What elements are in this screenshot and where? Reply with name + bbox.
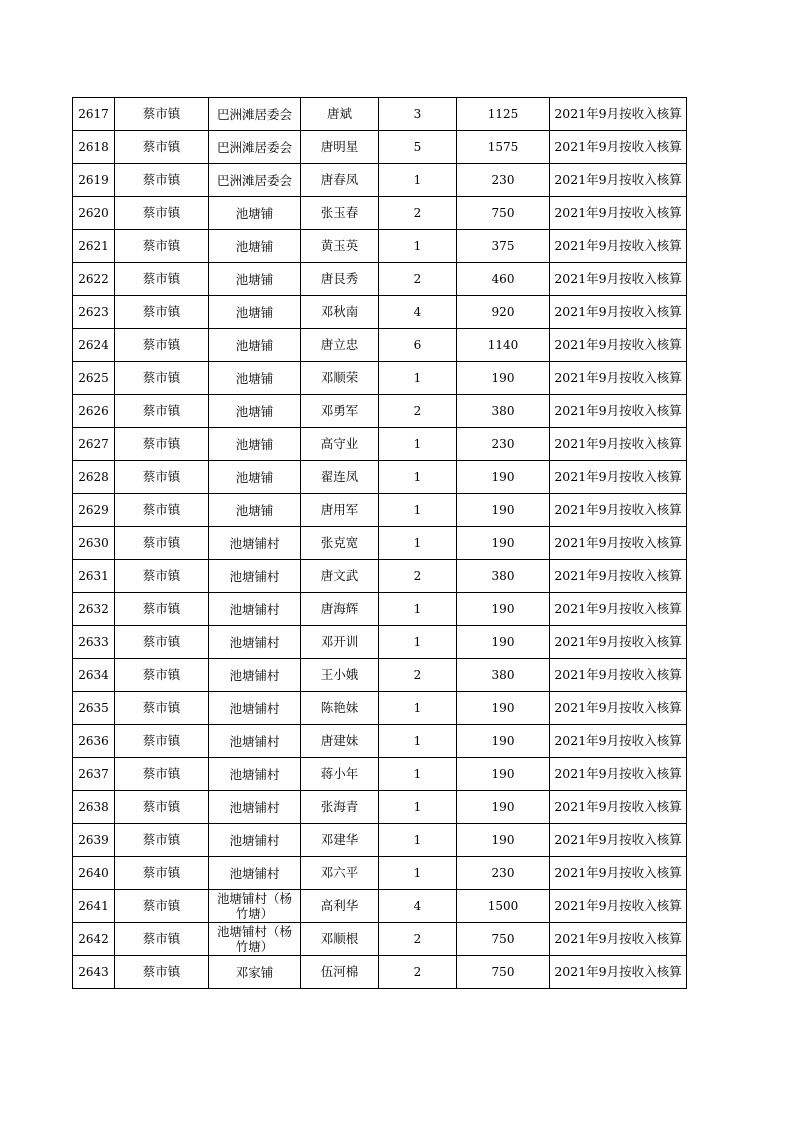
cell-note: 2021年9月按收入核算	[550, 395, 687, 428]
cell-id: 2638	[73, 791, 115, 824]
cell-note: 2021年9月按收入核算	[550, 659, 687, 692]
table-row	[73, 923, 687, 956]
cell-town: 蔡市镇	[115, 296, 209, 329]
cell-id: 2627	[73, 428, 115, 461]
cell-village: 池塘铺村	[209, 758, 301, 791]
cell-id: 2630	[73, 527, 115, 560]
table-row	[73, 527, 687, 560]
table-row	[73, 494, 687, 527]
cell-amount: 1140	[457, 329, 550, 362]
cell-name: 邓开训	[301, 626, 379, 659]
cell-amount: 230	[457, 857, 550, 890]
cell-note: 2021年9月按收入核算	[550, 428, 687, 461]
cell-town: 蔡市镇	[115, 263, 209, 296]
cell-name: 邓勇军	[301, 395, 379, 428]
cell-id: 2618	[73, 131, 115, 164]
cell-note: 2021年9月按收入核算	[550, 230, 687, 263]
cell-village: 巴洲滩居委会	[209, 98, 301, 131]
cell-town: 蔡市镇	[115, 758, 209, 791]
cell-village: 池塘铺村	[209, 659, 301, 692]
table-row	[73, 98, 687, 131]
cell-count: 4	[379, 890, 457, 923]
cell-name: 邓秋南	[301, 296, 379, 329]
cell-village: 池塘铺村	[209, 626, 301, 659]
table-row	[73, 263, 687, 296]
cell-note: 2021年9月按收入核算	[550, 758, 687, 791]
cell-name: 黄玉英	[301, 230, 379, 263]
cell-town: 蔡市镇	[115, 560, 209, 593]
cell-village: 池塘铺	[209, 362, 301, 395]
cell-name: 唐明星	[301, 131, 379, 164]
cell-amount: 750	[457, 197, 550, 230]
cell-name: 邓建华	[301, 824, 379, 857]
cell-count: 2	[379, 659, 457, 692]
cell-amount: 230	[457, 164, 550, 197]
cell-town: 蔡市镇	[115, 956, 209, 989]
cell-id: 2617	[73, 98, 115, 131]
cell-note: 2021年9月按收入核算	[550, 857, 687, 890]
cell-count: 1	[379, 626, 457, 659]
cell-name: 高利华	[301, 890, 379, 923]
cell-village: 池塘铺村	[209, 824, 301, 857]
cell-id: 2625	[73, 362, 115, 395]
cell-town: 蔡市镇	[115, 659, 209, 692]
cell-town: 蔡市镇	[115, 923, 209, 956]
cell-note: 2021年9月按收入核算	[550, 461, 687, 494]
cell-count: 1	[379, 857, 457, 890]
cell-id: 2634	[73, 659, 115, 692]
table-row	[73, 164, 687, 197]
cell-village: 池塘铺村	[209, 692, 301, 725]
cell-note: 2021年9月按收入核算	[550, 956, 687, 989]
cell-id: 2643	[73, 956, 115, 989]
cell-id: 2633	[73, 626, 115, 659]
table-row	[73, 461, 687, 494]
cell-id: 2635	[73, 692, 115, 725]
cell-amount: 1575	[457, 131, 550, 164]
cell-id: 2621	[73, 230, 115, 263]
table-row	[73, 890, 687, 923]
cell-count: 1	[379, 428, 457, 461]
cell-town: 蔡市镇	[115, 329, 209, 362]
cell-count: 3	[379, 98, 457, 131]
cell-village: 池塘铺	[209, 461, 301, 494]
cell-village: 池塘铺村（杨竹塘）	[209, 923, 301, 956]
cell-village: 邓家铺	[209, 956, 301, 989]
table-row	[73, 131, 687, 164]
cell-town: 蔡市镇	[115, 164, 209, 197]
cell-count: 1	[379, 791, 457, 824]
cell-id: 2628	[73, 461, 115, 494]
cell-id: 2641	[73, 890, 115, 923]
cell-id: 2637	[73, 758, 115, 791]
cell-name: 唐艮秀	[301, 263, 379, 296]
cell-note: 2021年9月按收入核算	[550, 824, 687, 857]
cell-name: 唐斌	[301, 98, 379, 131]
table-row	[73, 725, 687, 758]
cell-town: 蔡市镇	[115, 593, 209, 626]
cell-count: 2	[379, 197, 457, 230]
cell-count: 2	[379, 923, 457, 956]
cell-count: 1	[379, 230, 457, 263]
cell-name: 陈艳妹	[301, 692, 379, 725]
table-row	[73, 296, 687, 329]
cell-count: 1	[379, 824, 457, 857]
cell-note: 2021年9月按收入核算	[550, 494, 687, 527]
cell-village: 池塘铺村	[209, 791, 301, 824]
cell-amount: 190	[457, 692, 550, 725]
cell-note: 2021年9月按收入核算	[550, 131, 687, 164]
cell-village: 池塘铺	[209, 263, 301, 296]
cell-town: 蔡市镇	[115, 494, 209, 527]
cell-id: 2622	[73, 263, 115, 296]
table-row	[73, 692, 687, 725]
cell-name: 唐海辉	[301, 593, 379, 626]
cell-amount: 190	[457, 362, 550, 395]
cell-amount: 920	[457, 296, 550, 329]
cell-count: 2	[379, 263, 457, 296]
cell-village: 池塘铺村	[209, 527, 301, 560]
cell-name: 唐立忠	[301, 329, 379, 362]
cell-note: 2021年9月按收入核算	[550, 560, 687, 593]
cell-amount: 190	[457, 494, 550, 527]
cell-note: 2021年9月按收入核算	[550, 98, 687, 131]
cell-id: 2632	[73, 593, 115, 626]
cell-name: 张海青	[301, 791, 379, 824]
cell-note: 2021年9月按收入核算	[550, 296, 687, 329]
cell-town: 蔡市镇	[115, 461, 209, 494]
cell-village: 池塘铺	[209, 197, 301, 230]
cell-count: 1	[379, 692, 457, 725]
cell-name: 王小娥	[301, 659, 379, 692]
cell-town: 蔡市镇	[115, 395, 209, 428]
cell-name: 邓六平	[301, 857, 379, 890]
cell-note: 2021年9月按收入核算	[550, 791, 687, 824]
cell-amount: 190	[457, 626, 550, 659]
cell-count: 2	[379, 395, 457, 428]
table-row	[73, 857, 687, 890]
cell-village: 池塘铺	[209, 329, 301, 362]
cell-town: 蔡市镇	[115, 824, 209, 857]
cell-amount: 750	[457, 956, 550, 989]
cell-name: 唐建妹	[301, 725, 379, 758]
cell-note: 2021年9月按收入核算	[550, 593, 687, 626]
cell-id: 2619	[73, 164, 115, 197]
cell-note: 2021年9月按收入核算	[550, 197, 687, 230]
cell-id: 2623	[73, 296, 115, 329]
cell-id: 2642	[73, 923, 115, 956]
cell-id: 2640	[73, 857, 115, 890]
cell-town: 蔡市镇	[115, 626, 209, 659]
table-row	[73, 428, 687, 461]
cell-count: 1	[379, 725, 457, 758]
cell-village: 池塘铺村（杨竹塘）	[209, 890, 301, 923]
table-row	[73, 560, 687, 593]
cell-name: 邓顺荣	[301, 362, 379, 395]
cell-note: 2021年9月按收入核算	[550, 263, 687, 296]
table-row	[73, 956, 687, 989]
cell-town: 蔡市镇	[115, 890, 209, 923]
cell-village: 池塘铺	[209, 428, 301, 461]
cell-note: 2021年9月按收入核算	[550, 329, 687, 362]
cell-count: 1	[379, 164, 457, 197]
cell-amount: 460	[457, 263, 550, 296]
cell-town: 蔡市镇	[115, 428, 209, 461]
cell-count: 2	[379, 560, 457, 593]
cell-town: 蔡市镇	[115, 362, 209, 395]
cell-name: 翟连凤	[301, 461, 379, 494]
cell-village: 池塘铺村	[209, 857, 301, 890]
cell-town: 蔡市镇	[115, 230, 209, 263]
table-row	[73, 824, 687, 857]
table-row	[73, 395, 687, 428]
cell-amount: 190	[457, 527, 550, 560]
cell-amount: 1125	[457, 98, 550, 131]
cell-note: 2021年9月按收入核算	[550, 890, 687, 923]
cell-town: 蔡市镇	[115, 527, 209, 560]
cell-id: 2624	[73, 329, 115, 362]
table-row	[73, 791, 687, 824]
cell-id: 2636	[73, 725, 115, 758]
cell-count: 5	[379, 131, 457, 164]
cell-amount: 750	[457, 923, 550, 956]
cell-amount: 190	[457, 593, 550, 626]
cell-count: 2	[379, 956, 457, 989]
table-row	[73, 230, 687, 263]
cell-amount: 380	[457, 560, 550, 593]
cell-village: 池塘铺	[209, 395, 301, 428]
cell-town: 蔡市镇	[115, 98, 209, 131]
cell-count: 1	[379, 461, 457, 494]
table-row	[73, 362, 687, 395]
table-body	[73, 98, 687, 989]
cell-count: 1	[379, 593, 457, 626]
cell-name: 张克宽	[301, 527, 379, 560]
cell-village: 巴洲滩居委会	[209, 131, 301, 164]
cell-village: 池塘铺	[209, 230, 301, 263]
cell-name: 高守业	[301, 428, 379, 461]
cell-amount: 190	[457, 824, 550, 857]
table-row	[73, 758, 687, 791]
cell-town: 蔡市镇	[115, 857, 209, 890]
cell-village: 池塘铺	[209, 296, 301, 329]
cell-town: 蔡市镇	[115, 725, 209, 758]
cell-amount: 375	[457, 230, 550, 263]
table-row	[73, 329, 687, 362]
table-row	[73, 659, 687, 692]
cell-amount: 1500	[457, 890, 550, 923]
cell-name: 伍河棉	[301, 956, 379, 989]
cell-count: 1	[379, 494, 457, 527]
cell-count: 1	[379, 758, 457, 791]
cell-name: 唐用军	[301, 494, 379, 527]
table-row	[73, 593, 687, 626]
cell-amount: 190	[457, 461, 550, 494]
cell-count: 6	[379, 329, 457, 362]
cell-amount: 230	[457, 428, 550, 461]
cell-note: 2021年9月按收入核算	[550, 362, 687, 395]
cell-town: 蔡市镇	[115, 692, 209, 725]
cell-id: 2626	[73, 395, 115, 428]
cell-amount: 380	[457, 659, 550, 692]
cell-village: 池塘铺	[209, 494, 301, 527]
cell-village: 池塘铺村	[209, 593, 301, 626]
cell-id: 2629	[73, 494, 115, 527]
cell-name: 唐春凤	[301, 164, 379, 197]
cell-village: 池塘铺村	[209, 560, 301, 593]
cell-note: 2021年9月按收入核算	[550, 626, 687, 659]
cell-note: 2021年9月按收入核算	[550, 527, 687, 560]
cell-town: 蔡市镇	[115, 791, 209, 824]
cell-town: 蔡市镇	[115, 197, 209, 230]
cell-name: 唐文武	[301, 560, 379, 593]
records-table	[72, 97, 687, 989]
table-row	[73, 197, 687, 230]
cell-town: 蔡市镇	[115, 131, 209, 164]
cell-id: 2639	[73, 824, 115, 857]
cell-name: 张玉春	[301, 197, 379, 230]
cell-count: 1	[379, 362, 457, 395]
cell-id: 2620	[73, 197, 115, 230]
cell-amount: 190	[457, 758, 550, 791]
cell-amount: 190	[457, 725, 550, 758]
cell-note: 2021年9月按收入核算	[550, 692, 687, 725]
cell-amount: 190	[457, 791, 550, 824]
cell-id: 2631	[73, 560, 115, 593]
cell-note: 2021年9月按收入核算	[550, 164, 687, 197]
table-row	[73, 626, 687, 659]
cell-name: 邓顺根	[301, 923, 379, 956]
cell-village: 池塘铺村	[209, 725, 301, 758]
cell-village: 巴洲滩居委会	[209, 164, 301, 197]
cell-amount: 380	[457, 395, 550, 428]
cell-count: 4	[379, 296, 457, 329]
cell-note: 2021年9月按收入核算	[550, 923, 687, 956]
cell-name: 蒋小年	[301, 758, 379, 791]
cell-count: 1	[379, 527, 457, 560]
cell-note: 2021年9月按收入核算	[550, 725, 687, 758]
